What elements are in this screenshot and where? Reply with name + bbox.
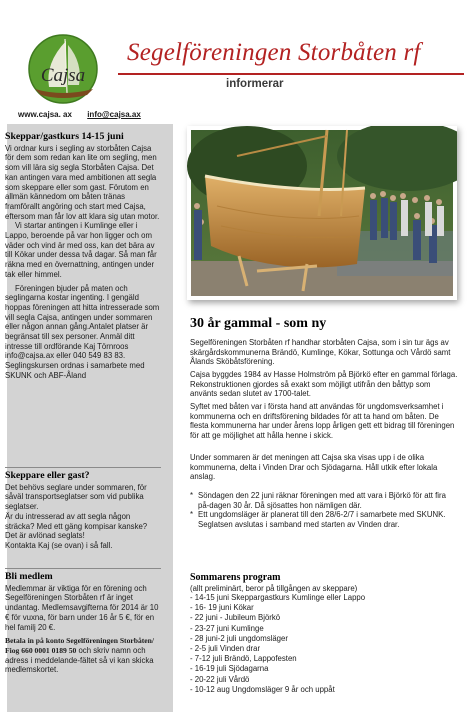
- schedule-item: - 28 juni-2 juli ungdomsläger: [190, 633, 288, 643]
- logo-text: Cajsa: [40, 65, 86, 86]
- member-section: [5, 572, 161, 675]
- email-link[interactable]: info@cajsa.ax: [87, 110, 141, 119]
- course-text-3: Föreningen bjuder på maten och seglingarna kostar ingenting. I gengäld hoppas föreningen att hitta intresserade som vill segla Cajsa, antingen under sommaren eller någon annan gång.Antalet platser är begränsat till sex personer. Anmäl ditt intresse till ordförande Kaj Törnroos info@cajsa.ax eller 040 549 83 83. Seglingskursen ordnas i samarbete med SKUNK och ABF-Åland: [5, 283, 160, 380]
- schedule-item: - 10-12 aug Ungdomsläger 9 år och uppåt: [190, 684, 335, 694]
- article-bullets: [190, 491, 458, 529]
- schedule-item: - 7-12 juli Brändö, Lappofesten: [190, 654, 297, 664]
- article-body: [190, 370, 458, 399]
- boat-photo: [187, 126, 457, 300]
- schedule-item: - 14-15 juni Skeppargastkurs Kumlinge eller Lappo: [190, 593, 366, 602]
- sidebar-divider: [5, 467, 161, 468]
- course-heading: Skeppar/gastkurs 14-15 juni: [5, 131, 124, 142]
- schedule-heading: Sommarens program: [190, 572, 281, 583]
- article-body: [190, 402, 458, 440]
- schedule-note: (allt preliminärt, beror på tillgången av skeppare): [190, 583, 358, 593]
- skippers-line-4: Kontakta Kaj (se ovan) i så fall.: [5, 540, 113, 550]
- website-link[interactable]: www.cajsa. ax: [18, 110, 72, 119]
- list-item: * Söndagen den 22 juni räknar föreningen med att vara i Björkö för att fira på-dagen 30 år. Då sjösattes hon nämligen där.: [190, 491, 458, 510]
- schedule-section: [190, 573, 458, 695]
- skippers-line-3: Det är avlönad seglats!: [5, 531, 85, 541]
- page-subtitle: informerar: [226, 78, 284, 90]
- page-title: Segelföreningen Storbåten rf: [127, 39, 421, 66]
- list-item: * Ett ungdomsläger är planerat till den 28/6-2/7 i samarbete med SKUNK. Seglatsen avslutas i samband med starten av Vinden drar.: [190, 510, 458, 529]
- article-paragraph-4: Under sommaren är det meningen att Cajsa ska visas upp i de olika kommunerna, delta i Vinden Drar och Sjödagarna. Håll utkik efter lokala anslag.: [190, 453, 438, 481]
- article-body: [190, 338, 458, 367]
- member-heading: Bli medlem: [5, 571, 53, 582]
- bank-rest: och skriv namn och adress i meddelande-fältet så vi kan skicka medlemskortet.: [5, 645, 154, 675]
- bank-iban: Fiog 660 0001 0189 50: [5, 645, 77, 655]
- course-text-2: Vi startar antingen i Kumlinge eller i Lappo, beroende på var hon ligger och om väder och vind är med oss, kan det bära av till Kökar under dessa två dagar. Så man får räkna med en övernattning, antingen under tak eller himmel.: [5, 221, 157, 279]
- article-paragraph-3: Syftet med båten var i första hand att användas för ungdomsverksamhet i kommunerna och en driftsförening bildades för att ta hand om båten. De flesta kommunerna har under årens lopp årligen gett ett bidrag till föreningen för att ge möjlighet att hålla henne i skick.: [190, 402, 455, 440]
- skippers-line-2: Är du intresserad av att segla någon sträcka? Med ett gäng kompisar kanske?: [5, 511, 148, 531]
- schedule-item: - 22 juni - Jubileum Björkö: [190, 613, 281, 623]
- schedule-item: - 2-5 juli Vinden drar: [190, 644, 261, 654]
- skippers-text: Det behövs seglare under sommaren, för såväl transportseglatser som vid publika seglatser.: [5, 482, 147, 512]
- course-section: [5, 132, 161, 381]
- article-paragraph-1: Segelföreningen Storbåten rf handhar storbåten Cajsa, som i sin tur ägs av skärgårdskommunerna Brändö, Kumlinge, Kökar, Sottunga och Vårdö samt Ålands Sköbåtsförening.: [190, 338, 451, 366]
- article-paragraph-2: Cajsa byggdes 1984 av Hasse Holmström på Björkö efter en gammal förlaga. Rekonstruktionen gjordes så exakt som möjligt utifrån den båttyp som använts sedan slutet av 1700-talet.: [190, 370, 458, 398]
- bank-info: [5, 636, 161, 675]
- contact-links: [18, 110, 154, 119]
- bank-label: Betala in på konto Segelföreningen Storbåten/: [5, 636, 155, 646]
- header-divider: [118, 73, 464, 75]
- schedule-item: - 16-19 juli Sjödagarna: [190, 664, 269, 674]
- sidebar-divider: [5, 568, 161, 569]
- skippers-heading: Skeppare eller gast?: [5, 470, 90, 481]
- cajsa-logo: [27, 33, 99, 105]
- article-body: [190, 453, 458, 482]
- skippers-section: [5, 471, 161, 551]
- article-title: 30 år gammal - som ny: [190, 316, 327, 331]
- schedule-item: - 20-22 juli Vårdö: [190, 674, 250, 684]
- schedule-item: - 16- 19 juni Kökar: [190, 603, 254, 613]
- schedule-item: - 23-27 juni Kumlinge: [190, 623, 264, 633]
- member-text: Medlemmar är viktiga för en förening och Segelföreningen Storbåten rf är inget undantag. Medlemsavgifterna för 2014 är 10 € för vuxna, för barn under 16 år 5 €, för en hel familj 20 €.: [5, 583, 159, 632]
- course-text-1: Vi ordnar kurs i segling av storbåten Cajsa för dem som redan kan lite om segling, men som vill lära sig segla Storbåten Cajsa. Det kan antingen vara med ambitionen att segla som skeppare eller som gast. Förutom en allmän kännedom om båten tränas framförallt angöring och start med Cajsa, eftersom man får lov att klara sig utan motor.: [5, 143, 160, 221]
